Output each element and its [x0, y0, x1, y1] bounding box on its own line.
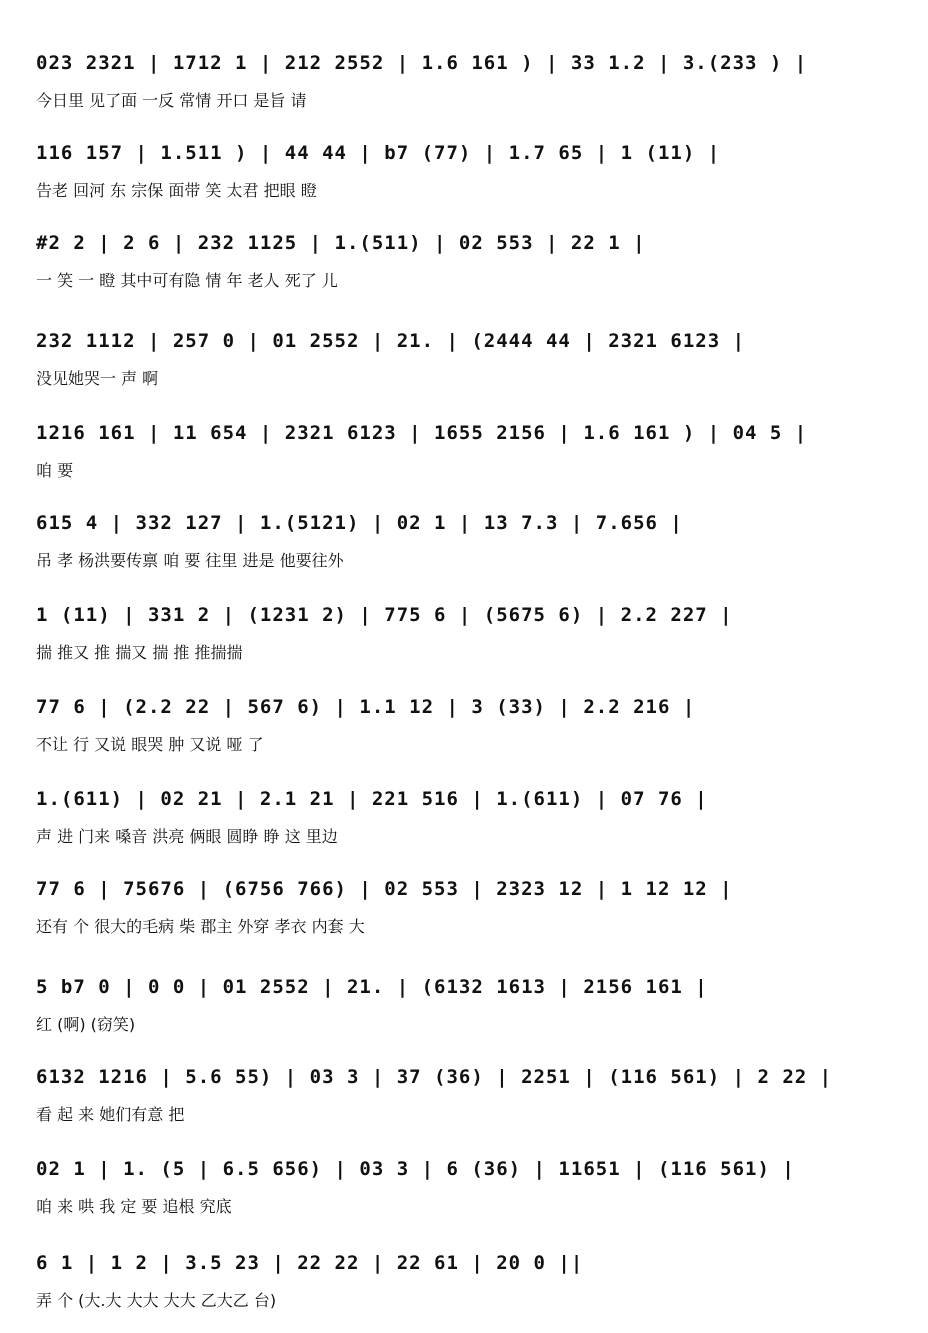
lyrics-line: 红 (啊) (窃笑): [36, 1015, 136, 1034]
score-line: [36, 776, 906, 866]
notation-line: 615 4 | 332 127 | 1.(5121) | 02 1 | 13 7.3 | 7.656 |: [36, 512, 683, 534]
notation-line: 77 6 | (2.2 22 | 567 6) | 1.1 12 | 3 (33) | 2.2 216 |: [36, 696, 696, 718]
score-line: [36, 500, 906, 590]
lyrics-line: 还有 个 很大的毛病 柴 郡主 外穿 孝衣 内套 大: [36, 917, 365, 936]
lyrics-line: 咱 要: [36, 461, 74, 480]
lyrics-line: 不让 行 又说 眼哭 肿 又说 哑 了: [36, 735, 264, 754]
notation-line: 6132 1216 | 5.6 55) | 03 3 | 37 (36) | 2251 | (116 561) | 2 22 |: [36, 1066, 833, 1088]
lyrics-line: 弄 个 (大.大 大大 大大 乙大乙 台): [36, 1291, 277, 1310]
notation-line: 6 1 | 1 2 | 3.5 23 | 22 22 | 22 61 | 20 0 ||: [36, 1252, 584, 1274]
notation-line: 5 b7 0 | 0 0 | 01 2552 | 21. | (6132 1613 | 2156 161 |: [36, 976, 708, 998]
score-line: [36, 964, 906, 1054]
notation-line: 77 6 | 75676 | (6756 766) | 02 553 | 2323 12 | 1 12 12 |: [36, 878, 733, 900]
lyrics-line: 吊 孝 杨洪要传禀 咱 要 往里 进是 他要往外: [36, 551, 344, 570]
score-line: [36, 1054, 906, 1144]
notation-line: #2 2 | 2 6 | 232 1125 | 1.(511) | 02 553 | 22 1 |: [36, 232, 646, 254]
lyrics-line: 今日里 见了面 一反 常情 开口 是旨 请: [36, 91, 307, 110]
score-line: [36, 220, 906, 310]
score-line: [36, 592, 906, 682]
notation-line: 1.(611) | 02 21 | 2.1 21 | 221 516 | 1.(611) | 07 76 |: [36, 788, 708, 810]
notation-line: 023 2321 | 1712 1 | 212 2552 | 1.6 161 ) | 33 1.2 | 3.(233 ) |: [36, 52, 808, 74]
score-line: [36, 866, 906, 956]
score-line: [36, 40, 906, 130]
lyrics-line: 一 笑 一 瞪 其中可有隐 情 年 老人 死了 儿: [36, 271, 338, 290]
score-line: [36, 1146, 906, 1236]
lyrics-line: 揣 推又 推 揣又 揣 推 推揣揣: [36, 643, 243, 662]
lyrics-line: 声 进 门来 嗓音 洪亮 俩眼 圆睁 睁 这 里边: [36, 827, 338, 846]
score-line: [36, 410, 906, 500]
notation-line: 1 (11) | 331 2 | (1231 2) | 775 6 | (5675 6) | 2.2 227 |: [36, 604, 733, 626]
score-line: [36, 318, 906, 408]
lyrics-line: 告老 回河 东 宗保 面带 笑 太君 把眼 瞪: [36, 181, 317, 200]
lyrics-line: 看 起 来 她们有意 把: [36, 1105, 185, 1124]
score-line: [36, 684, 906, 774]
notation-line: 232 1112 | 257 0 | 01 2552 | 21. | (2444 44 | 2321 6123 |: [36, 330, 746, 352]
notation-line: 116 157 | 1.511 ) | 44 44 | b7 (77) | 1.7 65 | 1 (11) |: [36, 142, 721, 164]
lyrics-line: 没见她哭一 声 啊: [36, 369, 159, 388]
notation-line: 1216 161 | 11 654 | 2321 6123 | 1655 2156 | 1.6 161 ) | 04 5 |: [36, 422, 808, 444]
notation-line: 02 1 | 1. (5 | 6.5 656) | 03 3 | 6 (36) | 11651 | (116 561) |: [36, 1158, 795, 1180]
lyrics-line: 咱 来 哄 我 定 要 追根 究底: [36, 1197, 232, 1216]
score-line: [36, 1240, 906, 1330]
score-line: [36, 130, 906, 220]
